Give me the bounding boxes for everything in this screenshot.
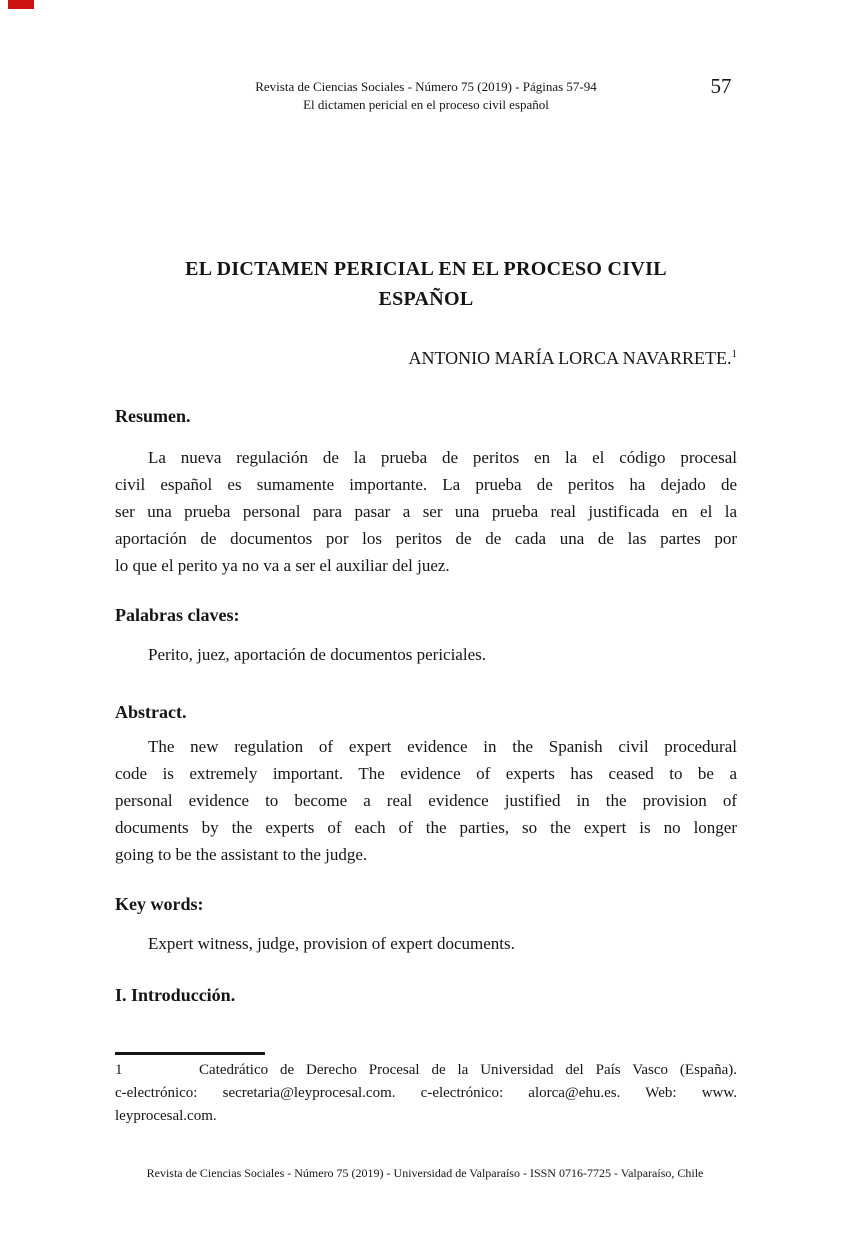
article-title-line1: EL DICTAMEN PERICIAL EN EL PROCESO CIVIL xyxy=(185,258,667,280)
footnote-marker: 1 xyxy=(115,1062,123,1078)
paragraph-line: code is extremely important. The evidence of experts has ceased to be a xyxy=(115,764,737,783)
paragraph-line: civil español es sumamente importante. La prueba de peritos ha dejado de xyxy=(115,475,737,494)
footnote-line: leyprocesal.com. xyxy=(115,1108,217,1124)
key-words-text: Expert witness, judge, provision of expert documents. xyxy=(148,934,515,953)
article-title xyxy=(115,254,737,314)
paragraph-line: personal evidence to become a real evidence justified in the provision of xyxy=(115,791,737,810)
page-number: 57 xyxy=(710,74,732,98)
red-corner-mark xyxy=(8,0,34,9)
paragraph-line: ser una prueba personal para pasar a ser una prueba real justificada en el la xyxy=(115,502,737,521)
footnote xyxy=(115,1059,737,1128)
footnote-text: Catedrático de Derecho Procesal de la Universidad del País Vasco (España). xyxy=(199,1062,737,1078)
section-heading-abstract: Abstract. xyxy=(115,702,187,722)
footnote-line: c-electrónico: secretaria@leyprocesal.com. c-electrónico: alorca@ehu.es. Web: www. xyxy=(115,1085,737,1101)
author-line xyxy=(115,348,737,369)
author-footnote-ref: 1 xyxy=(731,348,737,360)
paragraph-line: aportación de documentos por los peritos de de cada una de las partes por xyxy=(115,529,737,548)
paragraph-line: La nueva regulación de la prueba de peritos en la el código procesal xyxy=(148,448,737,467)
palabras-claves-text: Perito, juez, aportación de documentos periciales. xyxy=(148,645,486,664)
section-heading-palabras-claves: Palabras claves: xyxy=(115,605,240,625)
paragraph-line: lo que el perito ya no va a ser el auxiliar del juez. xyxy=(115,556,450,575)
header-article-line: El dictamen pericial en el proceso civil español xyxy=(303,97,549,112)
author-name: ANTONIO MARÍA LORCA NAVARRETE. xyxy=(408,348,732,368)
section-heading-introduccion: I. Introducción. xyxy=(115,985,236,1005)
article-title-line2: ESPAÑOL xyxy=(378,288,474,310)
paragraph-line: going to be the assistant to the judge. xyxy=(115,845,368,864)
footnote-line xyxy=(115,1059,737,1082)
header-journal-line: Revista de Ciencias Sociales - Número 75 (2019) - Páginas 57-94 xyxy=(255,79,597,94)
resumen-paragraph xyxy=(115,444,737,579)
paragraph-line: documents by the experts of each of the parties, so the expert is no longer xyxy=(115,818,737,837)
section-heading-resumen: Resumen. xyxy=(115,406,191,426)
footnote-separator-rule xyxy=(115,1052,265,1055)
running-header xyxy=(115,78,737,114)
section-heading-key-words: Key words: xyxy=(115,894,204,914)
running-footer: Revista de Ciencias Sociales - Número 75 (2019) - Universidad de Valparaíso - ISSN 0716-7725 - Valparaíso, Chile xyxy=(146,1166,704,1180)
abstract-paragraph xyxy=(115,733,737,868)
paragraph-line: The new regulation of expert evidence in the Spanish civil procedural xyxy=(148,737,737,756)
